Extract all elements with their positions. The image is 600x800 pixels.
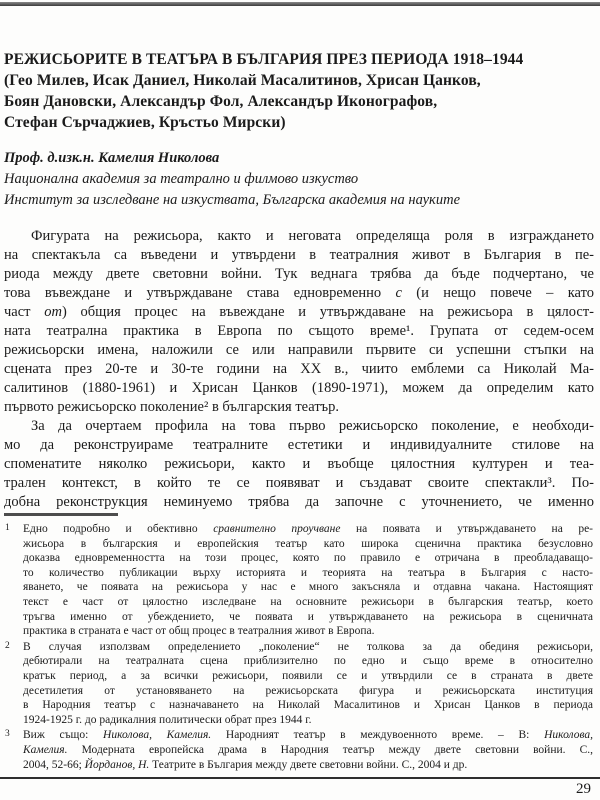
footnote-separator-rule	[4, 513, 118, 516]
text-line: първото режисьорско поколение² в българския театър.	[4, 399, 340, 415]
text-line: За да очертаем профила на това първо режисьорско поколение, е необходи-	[31, 418, 594, 434]
author-name: Проф. д.изк.н. Камелия Николова	[4, 150, 220, 166]
text-line: салитинов (1880-1961) и Хрисан Цанков (1890-1971), можем да определим като	[4, 380, 594, 396]
text-line: риода между двете световни войни. Тук веднага трябва да бъде подчертано, че	[4, 266, 594, 282]
text-line: добна реконструкция неминуемо трябва да започне с уточнението, че именно	[4, 494, 594, 510]
footnote-2-text	[23, 640, 593, 728]
text-line: дебютирали на театралната сцена приблизително по едно и също време в относително	[23, 655, 593, 668]
footnote-2	[4, 640, 593, 728]
text-line: РЕЖИСЬОРИТЕ В ТЕАТЪРА В БЪЛГАРИЯ ПРЕЗ ПЕРИОДА 1918–1944	[4, 51, 524, 68]
text-line: 2004, 52-66; Йорданов, Н. Театрите в България между двете световни войни. С., 2004 и др.	[23, 758, 468, 771]
footer-rule	[0, 777, 600, 779]
footnote-3	[4, 728, 593, 772]
text-line: доказва едновременността на този процес, която по правило е отричана в преобладаващо-	[23, 552, 593, 565]
text-line: мо да реконструираме театралните естетики и индивидуалните стилове на	[4, 437, 594, 453]
text-line: сцената през 20-те и 30-те години на ХХ в., чиито емблеми са Николай Ма-	[4, 361, 594, 377]
text-line: то количество публикации върху историята и теорията на театъра в България с насто-	[23, 566, 593, 579]
article-body	[4, 227, 594, 512]
text-line: в Народния театър с назначаването на Николай Масалитинов и Хрисан Цанков в периода	[23, 699, 593, 712]
page-number: 29	[576, 781, 591, 797]
footnotes-section	[4, 513, 593, 773]
text-line: Фигурата на режисьора, както и неговата определяща роля в изграждането	[31, 228, 594, 244]
text-line: В случая използвам определението „поколение“ не толкова за да обединя режисьори,	[23, 640, 593, 653]
text-line: текст е част от цялостно изследване на основните режисьори в българския театър, което	[23, 595, 593, 608]
text-line: Камелия. Модерната европейска драма в Народния театър между двете световни войни. С.,	[23, 743, 593, 756]
paragraph-2	[4, 417, 594, 512]
footnote-1-marker: 1	[5, 523, 10, 533]
author-affiliation-academy: Национална академия за театрално и филмово изкуство	[4, 171, 359, 187]
footnote-3-text	[23, 728, 593, 772]
text-line: Виж също: Николова, Камелия. Народният театър в междувоенното време. – В: Николова,	[23, 729, 593, 742]
text-line: ната театрална практика в Европа по същото време¹. Групата от седем-осем	[4, 323, 594, 339]
text-line: това въвеждане и утвърждаване става едновременно с (и нещо повече – като	[4, 285, 594, 301]
text-line: споменатите няколко режисьори, както и въобще цялостния културен и теа-	[4, 456, 594, 472]
footnote-2-marker: 2	[5, 640, 10, 651]
author-block	[4, 148, 594, 211]
text-line: трален контекст, в който те се появяват и създават своите спектакли³. По-	[4, 475, 594, 491]
text-line: яването, че появата на режисьора у нас е много закъсняла и отдавна чакана. Настоящият	[23, 581, 593, 594]
article-title	[4, 49, 594, 133]
text-line: (Гео Милев, Исак Даниел, Николай Масалитинов, Хрисан Цанков,	[4, 72, 481, 89]
text-line: практика в страната е част от общ процес в театралния живот в Европа.	[23, 625, 375, 638]
footnote-1-text	[23, 522, 593, 639]
text-line: 1924-1925 г. до радикалния политически обрат през 1944 г.	[23, 713, 312, 726]
text-line: жисьора в българския и европейския театър като широка сценична практика безусловно	[23, 537, 593, 550]
text-line: част от) общия процес на въвеждане и утвърждаване на режисьора в цялост-	[4, 304, 594, 320]
text-line: десетилетия от установяването на режисьорската фигура и режисьорската институция	[23, 684, 593, 697]
text-line: Боян Дановски, Александър Фол, Александър Иконографов,	[4, 93, 438, 110]
page-top-edge	[0, 2, 600, 6]
paragraph-1	[4, 227, 594, 417]
author-affiliation-institute: Институт за изследване на изкуствата, Българска академия на науките	[4, 192, 460, 208]
text-line: режисьорски имена, наложили се или направили първите си успешни стъпки на	[4, 342, 594, 358]
text-line: Едно подробно и обективно сравнително проучване на появата и утвърждаването на ре-	[23, 523, 593, 535]
text-line: на спектакъла са въведени и утвърдени в театралния живот в България в пе-	[4, 247, 594, 263]
text-line: кратък период, а за всички режисьори, появили се и утвърдили се в страната в двете	[23, 669, 593, 682]
text-line: тръгва именно от убеждението, че появата и утвърждаването на режисьора в сценичната	[23, 610, 593, 623]
text-line: Стефан Сърчаджиев, Кръстьо Мирски)	[4, 114, 286, 131]
footnote-1	[4, 522, 593, 639]
footnote-3-marker: 3	[5, 729, 10, 740]
